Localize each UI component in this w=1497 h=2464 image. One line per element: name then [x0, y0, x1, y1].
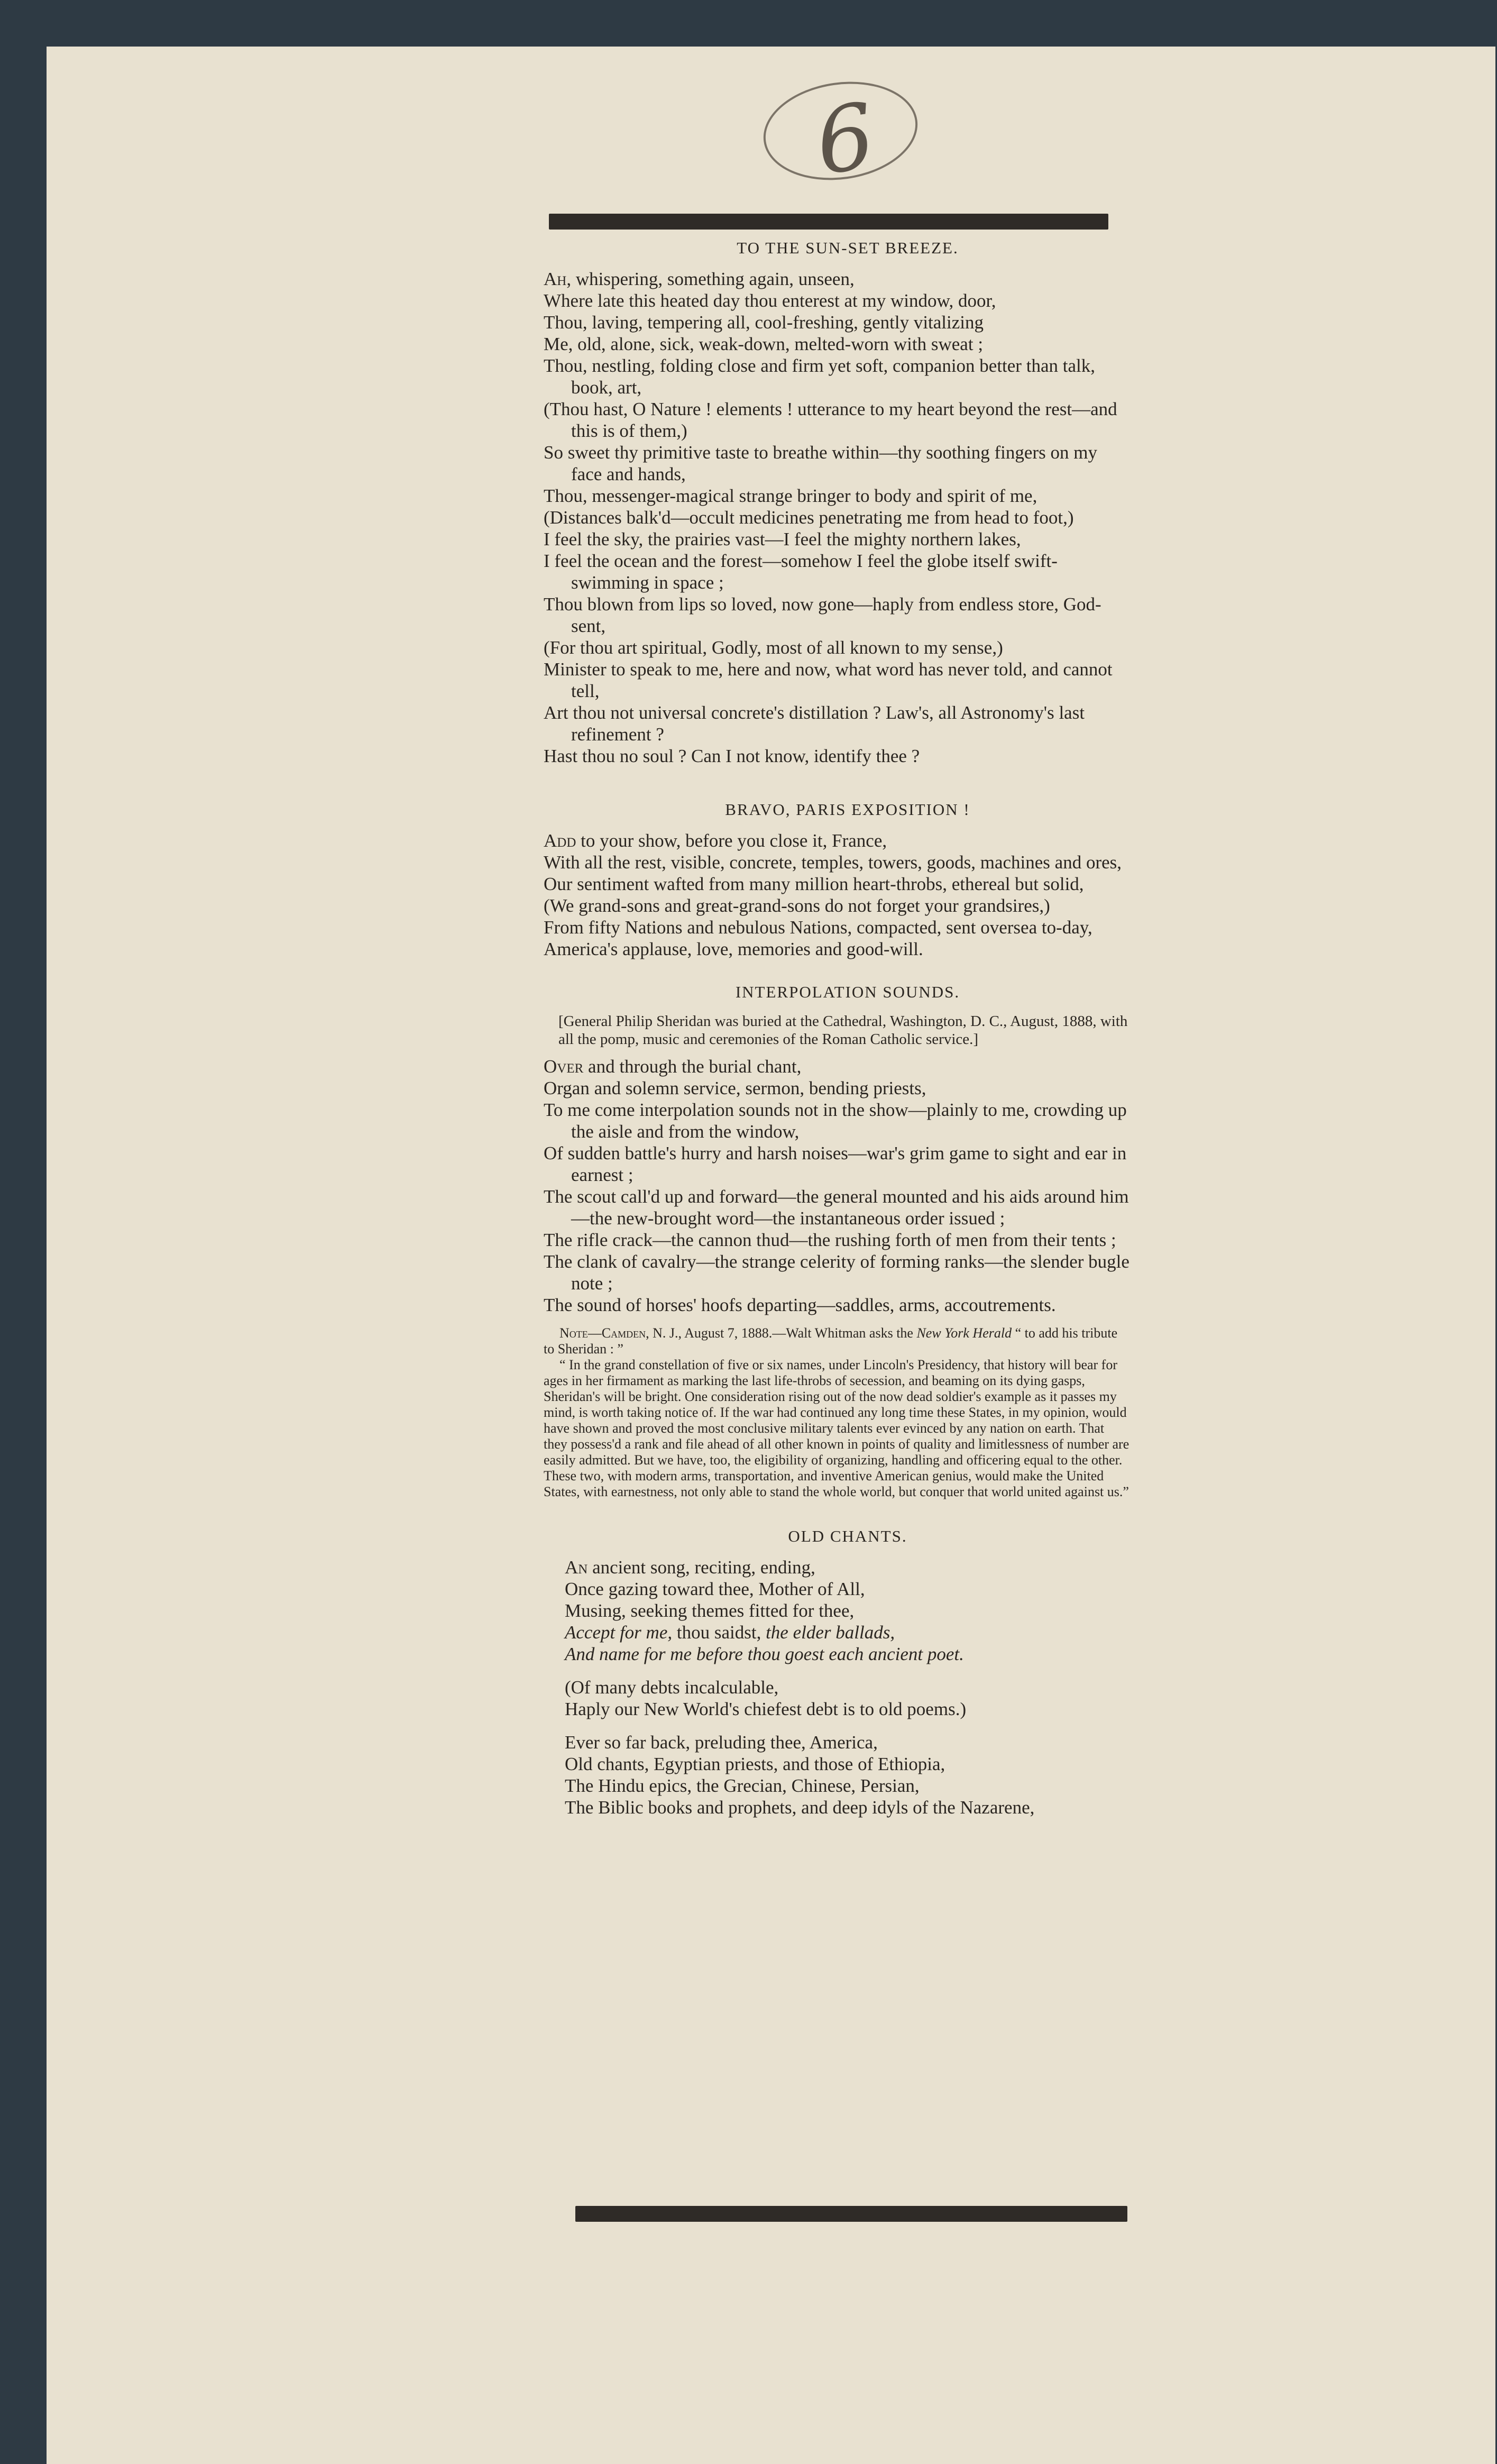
poem-line: The Biblic books and prophets, and deep idyls of the Nazarene,	[565, 1797, 1035, 1818]
note-lead-end: “ to add his tribute to Sheridan : ”	[544, 1325, 1118, 1357]
poem-line: Musing, seeking themes fitted for thee,	[565, 1600, 855, 1621]
poem-body	[544, 830, 1131, 960]
poem-line: (We grand-sons and great-grand-sons do not forget your grandsires,)	[544, 895, 1050, 916]
poem-line: Add to your show, before you close it, France,	[544, 830, 887, 851]
page-number: 6	[810, 84, 881, 196]
poem-line: And name for me before thou goest each ancient poet.	[565, 1644, 964, 1664]
poem-line: Thou, messenger-magical strange bringer to body and spirit of me,	[544, 486, 1037, 506]
poem-body	[544, 268, 1131, 767]
page-number-circle	[757, 72, 924, 196]
poem-line: Once gazing toward thee, Mother of All,	[565, 1579, 865, 1599]
poem-title: TO THE SUN-SET BREEZE.	[737, 239, 959, 257]
poem-line: (Thou hast, O Nature ! elements ! utterance to my heart beyond the rest—and this is of them,)	[544, 399, 1117, 441]
poem-line: Thou, nestling, folding close and firm yet soft, companion better than talk, book, art,	[544, 355, 1095, 398]
poem-line: Ah, whispering, something again, unseen,	[544, 269, 855, 289]
poem-line: From fifty Nations and nebulous Nations, compacted, sent oversea to-day,	[544, 917, 1092, 938]
poem-title: OLD CHANTS.	[788, 1527, 907, 1545]
poem-line: Over and through the burial chant,	[544, 1056, 802, 1077]
poem-line: Where late this heated day thou enterest at my window, door,	[544, 290, 996, 311]
stanza	[565, 1677, 1131, 1720]
bottom-printed-rule	[575, 2206, 1127, 2222]
poem-line: With all the rest, visible, concrete, temples, towers, goods, machines and ores,	[544, 852, 1122, 873]
footnote	[544, 1325, 1131, 1500]
poem-line: Minister to speak to me, here and now, what word has never told, and cannot tell,	[544, 659, 1113, 701]
poem-line: Hast thou no soul ? Can I not know, identify thee ?	[544, 746, 920, 766]
stanza	[565, 1732, 1131, 1818]
document-page	[47, 47, 1495, 2464]
poem-line: Haply our New World's chiefest debt is to old poems.)	[565, 1699, 967, 1719]
poem-line: (Of many debts incalculable,	[565, 1677, 779, 1698]
poem-line: Me, old, alone, sick, weak-down, melted-worn with sweat ;	[544, 334, 984, 354]
poem-line: Our sentiment wafted from many million heart-throbs, ethereal but solid,	[544, 874, 1084, 894]
note-lead: Note—Camden,	[559, 1325, 649, 1341]
note-body: “ In the grand constellation of five or six names, under Lincoln's Presidency, that history will bear for ages in her firmament as marking the last life-throbs of secession, and beaming on its dying gasps, Sheridan's will be bright. One consideration rising out of the now dead soldier's example as it passes my mind, is worth taking notice of. If the war had continued any long time these States, in my opinion, would have shown and proved the most conclusive military talents ever evinced by any nation on earth. That they possess'd a rank and file ahead of all other known in points of quality and limitlessness of number are easily admitted. But we have, too, the eligibility of organizing, handling and officering equal to the other. These two, with modern arms, transportation, and inventive American genius, would make the United States, with earnestness, not only able to stand the whole world, but conquer that world united against us.”	[544, 1357, 1129, 1499]
poem-line: An ancient song, reciting, ending,	[565, 1557, 815, 1578]
poem-line: Organ and solemn service, sermon, bending priests,	[544, 1078, 926, 1098]
poem-line: To me come interpolation sounds not in the show—plainly to me, crowding up the aisle and from the window,	[544, 1100, 1127, 1142]
poem-line: Old chants, Egyptian priests, and those of Ethiopia,	[565, 1754, 945, 1774]
poem-line: Thou blown from lips so loved, now gone—haply from endless store, God-sent,	[544, 594, 1101, 636]
poem-line: Of sudden battle's hurry and harsh noises—war's grim game to sight and ear in earnest ;	[544, 1143, 1127, 1185]
top-printed-rule	[549, 214, 1108, 230]
poem-line: The clank of cavalry—the strange celerity of forming ranks—the slender bugle note ;	[544, 1251, 1129, 1294]
note-paper: New York Herald	[916, 1325, 1012, 1341]
text-column	[544, 237, 1131, 1830]
poem-body	[544, 1556, 1131, 1818]
poem-line: The scout call'd up and forward—the general mounted and his aids around him—the new-brought word—the instantaneous order issued ;	[544, 1186, 1129, 1229]
poem-line: (For thou art spiritual, Godly, most of all known to my sense,)	[544, 637, 1003, 658]
poem-line: The rifle crack—the cannon thud—the rushing forth of men from their tents ;	[544, 1230, 1116, 1250]
poem-line: Ever so far back, preluding thee, America,	[565, 1732, 878, 1753]
poem-line: Thou, laving, tempering all, cool-freshing, gently vitalizing	[544, 312, 984, 333]
headnote: [General Philip Sheridan was buried at the Cathedral, Washington, D. C., August, 1888, with all the pomp, music and ceremonies of the Roman Catholic service.]	[558, 1013, 1128, 1048]
poem-line: So sweet thy primitive taste to breathe within—thy soothing fingers on my face and hands,	[544, 442, 1097, 484]
poem-line: Accept for me, thou saidst, the elder ballads,	[565, 1622, 895, 1643]
poem-line: I feel the sky, the prairies vast—I feel the mighty northern lakes,	[544, 529, 1021, 549]
poem-line: The Hindu epics, the Grecian, Chinese, Persian,	[565, 1775, 920, 1796]
poem-title: BRAVO, PARIS EXPOSITION !	[725, 800, 970, 819]
poem-title: INTERPOLATION SOUNDS.	[735, 983, 960, 1001]
poem-body	[544, 1056, 1131, 1316]
note-lead-rest: N. J., August 7, 1888.—Walt Whitman asks the	[649, 1325, 917, 1341]
poem-line: (Distances balk'd—occult medicines penetrating me from head to foot,)	[544, 507, 1074, 528]
stanza	[565, 1556, 1131, 1665]
poem-line: The sound of horses' hoofs departing—saddles, arms, accoutrements.	[544, 1295, 1056, 1315]
poem-line: America's applause, love, memories and good-will.	[544, 939, 923, 959]
poem-line: Art thou not universal concrete's distillation ? Law's, all Astronomy's last refinement ?	[544, 702, 1085, 745]
poem-line: I feel the ocean and the forest—somehow I feel the globe itself swift-swimming in space ;	[544, 551, 1058, 593]
